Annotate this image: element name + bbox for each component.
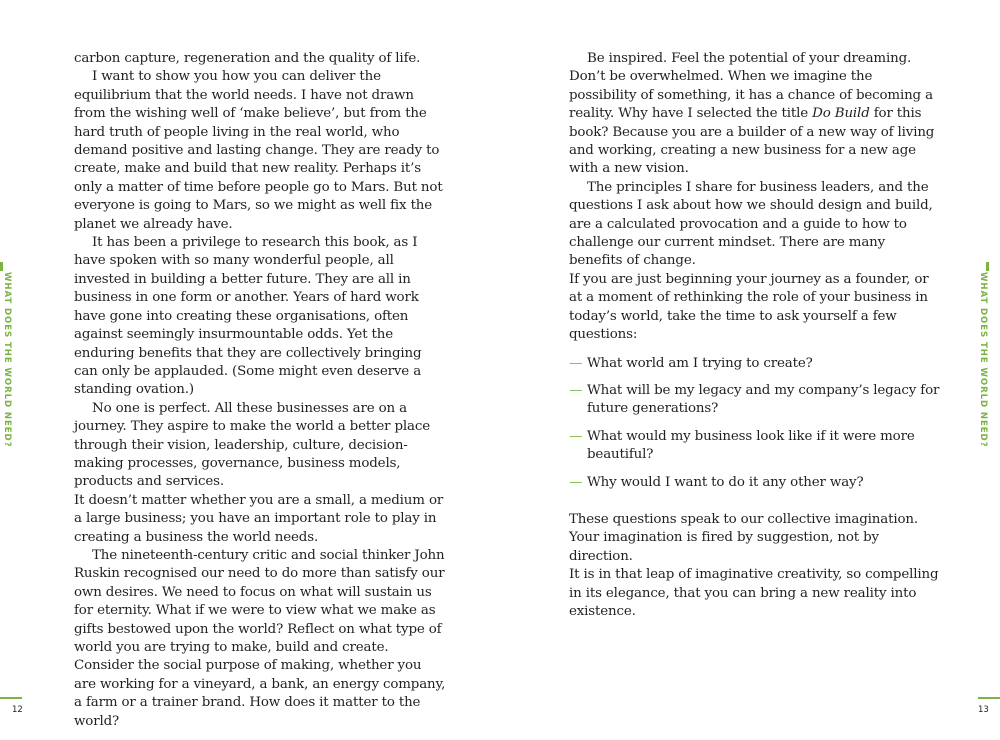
paragraph: The nineteenth-century critic and social thinker John Ruskin recognised our need to do more than satisfy our own desires. We need to focus on what will sustain us for eternity. What if we were to view what we make as gifts bestowed upon the world? Reflect on what type of world you are trying to make, build and create. Consider the social purpose of making, whether you are working for a vineyard, a bank, an energy company, a farm or a trainer brand. How does it matter to the world? <box>74 547 446 729</box>
running-head-tab <box>0 262 14 448</box>
question-list <box>569 355 941 492</box>
page-number: 13 <box>978 705 989 715</box>
intro-text: for this book? Because you are a builder of a new way of living and working, creating a new business for a new age with a new vision. <box>569 106 935 177</box>
paragraph: The principles I share for business leaders, and the questions I ask about how we should design and build, are a calculated provocation and a guide to how to challenge our current mindset. There are many benefits of change. <box>569 179 933 269</box>
dash-bullet: — <box>569 355 583 371</box>
tab-marker <box>0 262 3 271</box>
list-item <box>569 428 941 465</box>
tab-marker <box>986 262 989 271</box>
paragraph: It doesn’t matter whether you are a small, a medium or a large business; you have an important role to play in creating a business the world needs. <box>74 492 444 545</box>
list-item <box>569 474 941 492</box>
question-text: What world am I trying to create? <box>587 355 813 371</box>
dash-bullet: — <box>569 382 583 398</box>
question-text: What would my business look like if it were more beautiful? <box>587 428 915 463</box>
paragraph <box>569 50 941 179</box>
footer-rule <box>978 697 1000 699</box>
intro-text: Be inspired. Feel the potential of your dreaming. Don’t be overwhelmed. When we imagine the possibility of something, it has a chance of becoming a reality. Why have I selected the title <box>569 51 933 122</box>
paragraph: I want to show you how you can deliver the equilibrium that the world needs. I have not drawn from the wishing well of ‘make believe’, but from the hard truth of people living in the real world, who demand positive and lasting change. They are ready to create, make and build that new reality. Perhaps it’s only a matter of time before people go to Mars. But not everyone is going to Mars, so we might as well fix the planet we already have. <box>74 69 443 232</box>
paragraph: carbon capture, regeneration and the quality of life. <box>74 51 421 66</box>
paragraph: It is in that leap of imaginative creativity, so compelling in its elegance, that you can bring a new reality into existence. <box>569 567 939 619</box>
dash-bullet: — <box>569 474 583 490</box>
paragraph: These questions speak to our collective imagination. <box>569 511 918 527</box>
page-number: 12 <box>12 705 23 715</box>
left-text-column <box>74 50 446 731</box>
right-page <box>500 0 1000 740</box>
running-head: WHAT DOES THE WORLD NEED? <box>2 272 12 448</box>
right-text-column <box>569 50 941 621</box>
question-text: What will be my legacy and my company’s legacy for future generations? <box>587 382 940 417</box>
list-item <box>569 382 941 419</box>
spacer <box>569 501 941 511</box>
running-head: WHAT DOES THE WORLD NEED? <box>978 272 988 448</box>
question-text: Why would I want to do it any other way? <box>587 474 864 490</box>
list-item <box>569 355 941 373</box>
paragraph: No one is perfect. All these businesses are on a journey. They aspire to make the world a better place through their vision, leadership, culture, decision-making processes, governance, business models, products and services. <box>74 400 430 490</box>
spacer <box>569 345 941 355</box>
paragraph: Your imagination is fired by suggestion, not by direction. <box>569 530 879 564</box>
book-title: Do Build <box>812 106 870 122</box>
dash-bullet: — <box>569 428 583 444</box>
running-head-tab <box>976 262 990 448</box>
footer-rule <box>0 697 22 699</box>
paragraph: It has been a privilege to research this book, as I have spoken with so many wonderful people, all invested in building a better future. They are all in business in one form or another. Years of hard work have gone into creating these organisations, often against seemingly insurmountable odds. Yet the enduring benefits that they are collectively bringing can only be applauded. (Some might even deserve a standing ovation.) <box>74 235 422 398</box>
paragraph: If you are just beginning your journey as a founder, or at a moment of rethinking the role of your business in today’s world, take the time to ask yourself a few questions: <box>569 271 929 343</box>
